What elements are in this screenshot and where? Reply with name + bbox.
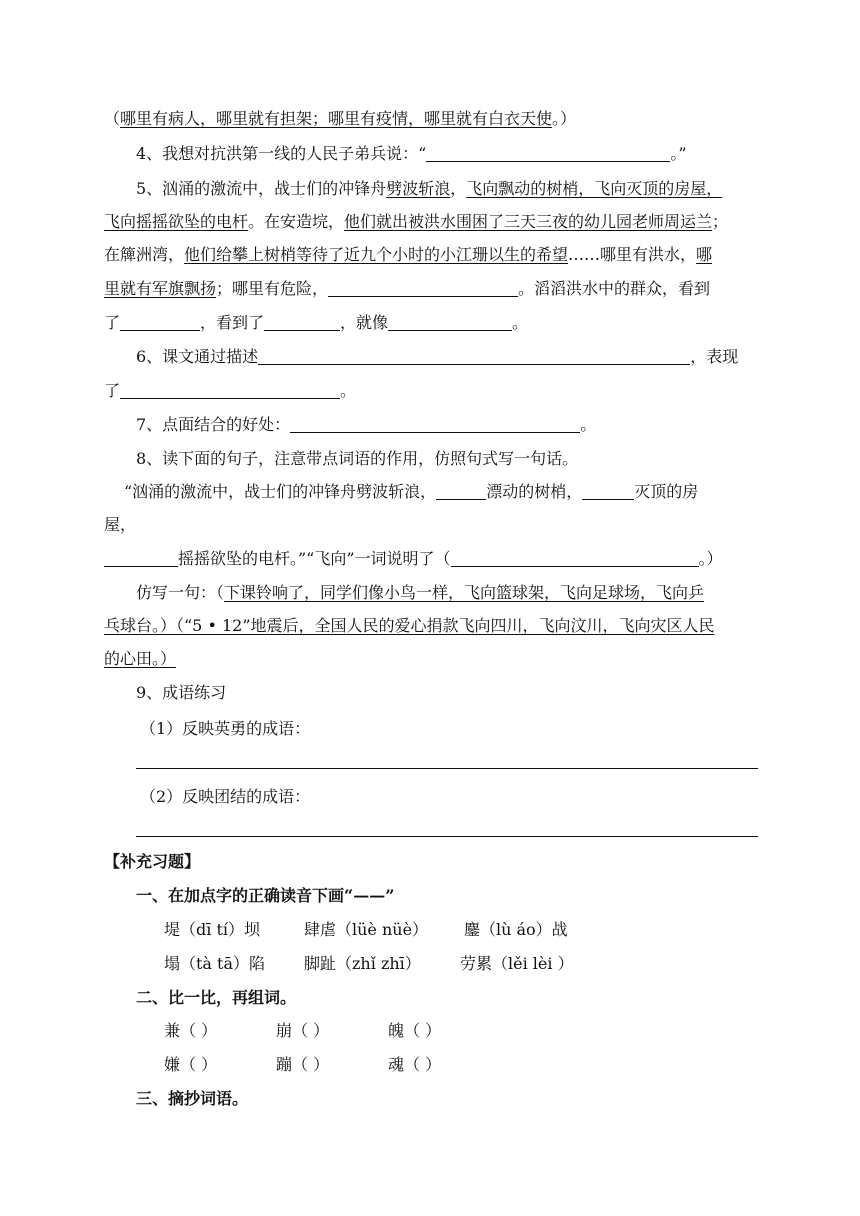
- q5-line-4: [104, 278, 760, 300]
- compare-item[interactable]: 兼（ ）: [164, 1021, 218, 1040]
- q5-line-2: [104, 211, 760, 233]
- q5-text: ……哪里有洪水，: [568, 245, 697, 264]
- q5-text: 5、汹涌的激流中，战士们的冲锋舟: [136, 179, 387, 198]
- q4-blank[interactable]: [426, 145, 670, 162]
- q9-answer-line-2[interactable]: [136, 836, 758, 837]
- q8-text: 摇摇欲坠的电杆。”“飞向”一词说明了（: [178, 549, 451, 568]
- q8-blank-explain[interactable]: [451, 550, 699, 567]
- q5-underlined: 里就有军旗飘扬: [104, 279, 217, 298]
- q6-text: 6、课文通过描述: [136, 347, 259, 366]
- q6-blank-describe[interactable]: [258, 348, 690, 365]
- q8-title: 8、读下面的句子，注意带点词语的作用，仿照句式写一句话。: [136, 449, 579, 468]
- q6-line-1: [136, 346, 792, 368]
- q8-text: “汹涌的激流中，战士们的冲锋舟劈波斩浪，: [124, 482, 437, 501]
- q5-underlined: 他们给攀上树梢等待了近九个小时的小江珊以生的希望: [184, 245, 569, 264]
- answer-underlined: 哪里有病人，哪里就有担架；哪里有疫情，哪里就有白衣天使: [120, 109, 553, 128]
- pinyin-item[interactable]: 肆虐（lüè nüè）: [304, 920, 429, 939]
- q4-end: 。”: [670, 144, 687, 163]
- pinyin-row-1: [164, 919, 820, 941]
- question-4: [136, 143, 792, 165]
- q9-part-1: （1）反映英勇的成语：: [140, 719, 311, 738]
- q7-text: 。: [580, 415, 597, 434]
- compare-item[interactable]: 崩（ ）: [276, 1021, 330, 1040]
- q8-blank-3[interactable]: [104, 550, 178, 567]
- q9-answer-line-1[interactable]: [136, 768, 758, 769]
- q5-text: 。: [512, 313, 529, 332]
- q5-line-1: [136, 178, 792, 200]
- compare-item[interactable]: 嫌（ ）: [164, 1055, 218, 1074]
- supp-section-2-title: 二、比一比，再组词。: [136, 988, 297, 1007]
- q5-text: ；哪里有危险，: [216, 279, 329, 298]
- pinyin-row-2: [164, 953, 820, 975]
- compare-item[interactable]: 蹦（ ）: [276, 1055, 330, 1074]
- q4-text: 4、我想对抗洪第一线的人民子弟兵说：“: [136, 144, 427, 163]
- compare-item[interactable]: 魂（ ）: [388, 1055, 442, 1074]
- q9-title: 9、成语练习: [136, 683, 227, 702]
- q6-text: 。: [340, 381, 357, 400]
- q6-blank-show[interactable]: [120, 382, 340, 399]
- answer-close: 。）: [552, 109, 577, 128]
- supplement-header: 【补充习题】: [104, 852, 201, 871]
- q5-underlined: 劈波斩浪: [386, 179, 451, 198]
- q5-underlined: 飞向摇摇欲坠的电杆: [104, 212, 249, 231]
- pinyin-item[interactable]: 鏖（lù áo）战: [464, 920, 568, 939]
- q5-text: ，: [450, 179, 467, 198]
- question-7: [136, 414, 792, 436]
- q7-blank[interactable]: [290, 416, 580, 433]
- q5-underlined: 哪: [696, 245, 713, 264]
- q5-blank-saw-2[interactable]: [264, 314, 340, 331]
- answer-line-top: [104, 108, 760, 130]
- supp-section-3-title: 三、摘抄词语。: [136, 1089, 249, 1108]
- q6-text: ，表现: [690, 347, 739, 366]
- q8-text: 仿写一句：（: [136, 583, 225, 602]
- q5-blank-like[interactable]: [388, 314, 512, 331]
- pinyin-item[interactable]: 劳累（lěi lèi ）: [460, 954, 574, 973]
- q7-text: 7、点面结合的好处：: [136, 415, 291, 434]
- q5-text: ，看到了: [200, 313, 265, 332]
- q5-text: 。滔滔洪水中的群众，看到: [518, 279, 711, 298]
- q5-underlined: 他们就出被洪水围困了三天三夜的幼儿园老师周运兰: [344, 212, 713, 231]
- supp-section-1-title: 一、在加点字的正确读音下画“——”: [136, 886, 395, 905]
- compare-row-2: [164, 1054, 820, 1076]
- q5-text: 在簰洲湾，: [104, 245, 185, 264]
- q8-sentence-line-2: 屋，: [104, 515, 137, 534]
- q5-blank-danger[interactable]: [328, 280, 518, 297]
- q6-line-2: [104, 380, 760, 402]
- q8-underlined: 的心田。）: [104, 649, 177, 668]
- q8-imitate-line-2: [104, 615, 760, 637]
- q6-text: 了: [104, 381, 121, 400]
- pinyin-item[interactable]: 塌（tà tā）陷: [164, 954, 266, 973]
- q8-blank-1[interactable]: [436, 483, 486, 500]
- q8-imitate-line-3: [104, 648, 760, 670]
- q5-underlined: 飞向飘动的树梢，飞向灭顶的房屋，: [466, 179, 723, 198]
- pinyin-item[interactable]: 堤（dī tí）坝: [164, 920, 260, 939]
- answer-open: （: [104, 109, 121, 128]
- compare-item[interactable]: 魄（ ）: [388, 1021, 442, 1040]
- q8-imitate-line-1: [136, 582, 792, 604]
- q8-text: 。）: [698, 549, 723, 568]
- q8-blank-2[interactable]: [582, 483, 634, 500]
- q8-text: 漂动的树梢，: [486, 482, 583, 501]
- q8-underlined: 下课铃响了，同学们像小鸟一样，飞向篮球架，飞向足球场，飞向乒: [224, 583, 705, 602]
- q5-line-5: [104, 312, 760, 334]
- q5-text: 。在安造垸，: [248, 212, 345, 231]
- q5-line-3: [104, 244, 760, 266]
- q8-sentence-line-1: [124, 481, 780, 503]
- q8-underlined: 乓球台。）（“5 • 12”地震后，全国人民的爱心捐款飞向四川，飞向汶川，飞向灾区人民: [104, 616, 715, 635]
- q9-part-2: （2）反映团结的成语：: [140, 787, 311, 806]
- q5-text: ；: [712, 212, 729, 231]
- q8-text: 灭顶的房: [634, 482, 699, 501]
- q8-sentence-line-3: [104, 548, 760, 570]
- q5-text: 了: [104, 313, 121, 332]
- q5-text: ，就像: [340, 313, 389, 332]
- q5-blank-saw-1[interactable]: [120, 314, 200, 331]
- pinyin-item[interactable]: 脚趾（zhǐ zhī）: [304, 954, 421, 973]
- compare-row-1: [164, 1020, 820, 1042]
